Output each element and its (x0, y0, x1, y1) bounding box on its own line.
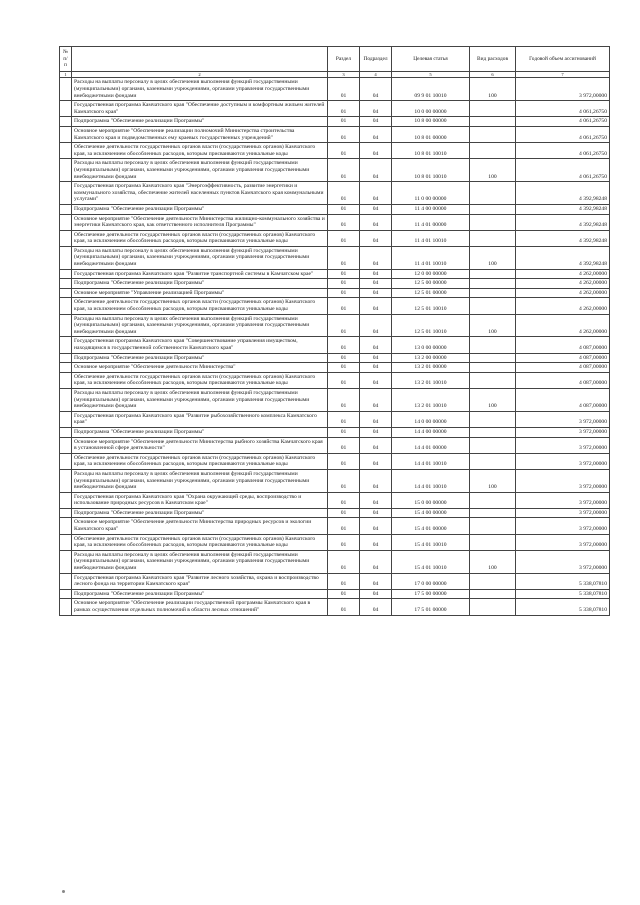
row-podrazdel: 04 (360, 363, 392, 373)
row-podrazdel: 04 (360, 353, 392, 363)
row-name: Государственная программа Камчатского края "Развитие рыбохозяйственного комплекса Камчатского края" (72, 411, 328, 427)
row-expense-type: 100 (470, 388, 516, 411)
row-razdel: 01 (328, 159, 360, 182)
table-row (60, 204, 610, 214)
row-expense-type (470, 214, 516, 230)
row-number (60, 411, 72, 427)
row-razdel: 01 (328, 599, 360, 615)
row-expense-type (470, 182, 516, 205)
row-name: Подпрограмма "Обеспечение реализации Программы" (72, 589, 328, 599)
row-podrazdel: 04 (360, 298, 392, 314)
row-podrazdel: 04 (360, 246, 392, 269)
table-row (60, 534, 610, 550)
row-target-article: 10 8 01 10010 (392, 159, 470, 182)
row-amount: 4 061,26750 (516, 126, 610, 142)
table-row (60, 143, 610, 159)
row-name: Расходы на выплаты персоналу в целях обеспечения выполнения функций государственными (муниципальными) органами, казенными учреждениями, органами управления государственными внебюджетными фондами (72, 78, 328, 101)
row-podrazdel: 04 (360, 550, 392, 573)
row-expense-type (470, 534, 516, 550)
row-name: Государственная программа Камчатского края "Энергоэффективность, развитие энергетики и коммунального хозяйства, обеспечение жителей населенных пунктов Камчатского края коммунальными услугами" (72, 182, 328, 205)
row-amount: 3 972,00000 (516, 508, 610, 518)
row-number (60, 589, 72, 599)
row-target-article: 10 0 00 00000 (392, 101, 470, 117)
row-target-article: 11 4 01 10010 (392, 246, 470, 269)
row-number (60, 204, 72, 214)
row-expense-type (470, 230, 516, 246)
row-name: Подпрограмма "Обеспечение реализации Программы" (72, 279, 328, 289)
row-number (60, 314, 72, 337)
row-amount: 3 972,00000 (516, 427, 610, 437)
row-expense-type: 100 (470, 78, 516, 101)
row-amount: 5 338,07810 (516, 573, 610, 589)
row-name: Расходы на выплаты персоналу в целях обеспечения выполнения функций государственными (муниципальными) органами, казенными учреждениями, органами управления государственными внебюджетными фондами (72, 469, 328, 492)
row-number (60, 508, 72, 518)
row-amount: 4 262,00000 (516, 269, 610, 279)
row-expense-type (470, 143, 516, 159)
row-name: Подпрограмма "Обеспечение реализации Программы" (72, 117, 328, 127)
table-row (60, 372, 610, 388)
column-number: 7 (516, 72, 610, 78)
row-podrazdel: 04 (360, 427, 392, 437)
row-number (60, 126, 72, 142)
row-expense-type (470, 508, 516, 518)
row-podrazdel: 04 (360, 411, 392, 427)
row-name: Расходы на выплаты персоналу в целях обеспечения выполнения функций государственными (муниципальными) органами, казенными учреждениями, органами управления государственными внебюджетными фондами (72, 314, 328, 337)
row-name: Основное мероприятие "Обеспечение деятельности Министерства" (72, 363, 328, 373)
row-target-article: 13 2 00 00000 (392, 353, 470, 363)
row-razdel: 01 (328, 508, 360, 518)
row-podrazdel: 04 (360, 230, 392, 246)
row-number (60, 78, 72, 101)
row-target-article: 15 4 00 00000 (392, 508, 470, 518)
row-target-article: 15 4 01 00000 (392, 518, 470, 534)
row-name: Основное мероприятие "Управление реализацией Программы" (72, 288, 328, 298)
row-razdel: 01 (328, 427, 360, 437)
row-podrazdel: 04 (360, 288, 392, 298)
row-amount: 4 262,00000 (516, 288, 610, 298)
row-amount: 4 061,26750 (516, 101, 610, 117)
row-razdel: 01 (328, 353, 360, 363)
row-amount: 5 338,07810 (516, 589, 610, 599)
table-row (60, 214, 610, 230)
row-expense-type (470, 411, 516, 427)
row-razdel: 01 (328, 204, 360, 214)
row-razdel: 01 (328, 101, 360, 117)
header-razdel: Раздел (328, 47, 360, 72)
row-number (60, 427, 72, 437)
row-amount: 4 087,00000 (516, 337, 610, 353)
row-target-article: 10 8 00 00000 (392, 117, 470, 127)
row-number (60, 101, 72, 117)
row-name: Расходы на выплаты персоналу в целях обеспечения выполнения функций государственными (муниципальными) органами, казенными учреждениями, органами управления государственными внебюджетными фондами (72, 246, 328, 269)
column-number: 6 (470, 72, 516, 78)
row-target-article: 11 0 00 00000 (392, 182, 470, 205)
row-razdel: 01 (328, 279, 360, 289)
row-target-article: 17 5 00 00000 (392, 589, 470, 599)
row-name: Основное мероприятие "Обеспечение реализации государственной программы Камчатского края в рамках осуществления отдельных полномочий в области лесных отношений" (72, 599, 328, 615)
row-amount: 3 972,00000 (516, 453, 610, 469)
row-target-article: 12 0 00 00000 (392, 269, 470, 279)
table-row (60, 353, 610, 363)
row-target-article: 15 0 00 00000 (392, 492, 470, 508)
row-podrazdel: 04 (360, 534, 392, 550)
table-row (60, 269, 610, 279)
row-name: Основное мероприятие "Обеспечение деятельности Министерства рыбного хозяйства Камчатского края в установленной сфере деятельности" (72, 437, 328, 453)
row-amount: 3 972,00000 (516, 550, 610, 573)
table-row (60, 159, 610, 182)
row-razdel: 01 (328, 453, 360, 469)
row-amount: 4 087,00000 (516, 388, 610, 411)
row-number (60, 288, 72, 298)
row-podrazdel: 04 (360, 117, 392, 127)
row-podrazdel: 04 (360, 599, 392, 615)
table-row (60, 518, 610, 534)
row-expense-type: 100 (470, 314, 516, 337)
row-target-article: 12 5 01 10010 (392, 298, 470, 314)
row-amount: 3 972,00000 (516, 437, 610, 453)
row-number (60, 437, 72, 453)
row-podrazdel: 04 (360, 101, 392, 117)
row-expense-type (470, 492, 516, 508)
budget-allocation-table (59, 46, 610, 616)
row-expense-type (470, 204, 516, 214)
row-podrazdel: 04 (360, 159, 392, 182)
header-annual-amount: Годовой объем ассигнований (516, 47, 610, 72)
row-expense-type (470, 437, 516, 453)
row-podrazdel: 04 (360, 143, 392, 159)
row-amount: 4 087,00000 (516, 363, 610, 373)
table-row (60, 550, 610, 573)
row-podrazdel: 04 (360, 388, 392, 411)
row-amount: 4 262,00000 (516, 314, 610, 337)
row-expense-type (470, 288, 516, 298)
row-amount: 4 262,00000 (516, 298, 610, 314)
row-name: Подпрограмма "Обеспечение реализации Программы" (72, 508, 328, 518)
row-razdel: 01 (328, 143, 360, 159)
row-podrazdel: 04 (360, 372, 392, 388)
scan-dot (62, 890, 65, 893)
header-expense-type: Вид расходов (470, 47, 516, 72)
row-target-article: 10 8 01 00000 (392, 126, 470, 142)
row-amount: 4 392,98248 (516, 230, 610, 246)
header-name (72, 47, 328, 72)
row-podrazdel: 04 (360, 269, 392, 279)
header-num: № п/п (60, 47, 72, 72)
row-razdel: 01 (328, 372, 360, 388)
row-number (60, 159, 72, 182)
row-number (60, 534, 72, 550)
row-expense-type (470, 353, 516, 363)
row-number (60, 143, 72, 159)
table-row (60, 573, 610, 589)
row-razdel: 01 (328, 78, 360, 101)
row-expense-type: 100 (470, 246, 516, 269)
table-row (60, 78, 610, 101)
row-name: Подпрограмма "Обеспечение реализации Программы" (72, 353, 328, 363)
row-number (60, 269, 72, 279)
row-number (60, 372, 72, 388)
row-number (60, 246, 72, 269)
row-razdel: 01 (328, 492, 360, 508)
row-podrazdel: 04 (360, 214, 392, 230)
row-number (60, 492, 72, 508)
row-name: Обеспечение деятельности государственных органов власти (государственных органов) Камчатского края, за исключением обособленных расходов, которым присваиваются уникальные коды (72, 534, 328, 550)
row-razdel: 01 (328, 589, 360, 599)
row-name: Обеспечение деятельности государственных органов власти (государственных органов) Камчатского края, за исключением обособленных расходов, которым присваиваются уникальные коды (72, 230, 328, 246)
row-amount: 5 338,07810 (516, 599, 610, 615)
row-expense-type (470, 427, 516, 437)
row-expense-type: 100 (470, 469, 516, 492)
row-razdel: 01 (328, 246, 360, 269)
row-razdel: 01 (328, 298, 360, 314)
row-target-article: 14 4 01 00000 (392, 437, 470, 453)
row-name: Государственная программа Камчатского края "Обеспечение доступным и комфортным жильем жителей Камчатского края" (72, 101, 328, 117)
row-expense-type (470, 453, 516, 469)
row-amount: 3 972,00000 (516, 469, 610, 492)
row-amount: 3 972,00000 (516, 518, 610, 534)
table-row (60, 101, 610, 117)
row-target-article: 14 0 00 00000 (392, 411, 470, 427)
table-header-row (60, 47, 610, 72)
row-name: Обеспечение деятельности государственных органов власти (государственных органов) Камчатского края, за исключением обособленных расходов, которым присваиваются уникальные коды (72, 372, 328, 388)
table-row (60, 279, 610, 289)
row-podrazdel: 04 (360, 492, 392, 508)
row-target-article: 14 4 00 00000 (392, 427, 470, 437)
row-amount: 3 972,00000 (516, 492, 610, 508)
row-podrazdel: 04 (360, 279, 392, 289)
row-expense-type: 100 (470, 550, 516, 573)
row-podrazdel: 04 (360, 573, 392, 589)
row-name: Обеспечение деятельности государственных органов власти (государственных органов) Камчатского края, за исключением обособленных расходов, которым присваиваются уникальные коды (72, 298, 328, 314)
row-razdel: 01 (328, 469, 360, 492)
table-row (60, 246, 610, 269)
table-row (60, 388, 610, 411)
table-row (60, 126, 610, 142)
table-row (60, 288, 610, 298)
row-razdel: 01 (328, 314, 360, 337)
row-podrazdel: 04 (360, 337, 392, 353)
table-row (60, 599, 610, 615)
row-razdel: 01 (328, 337, 360, 353)
row-podrazdel: 04 (360, 589, 392, 599)
row-amount: 4 392,98248 (516, 182, 610, 205)
row-amount: 4 392,98248 (516, 246, 610, 269)
row-name: Подпрограмма "Обеспечение реализации Программы" (72, 427, 328, 437)
row-amount: 3 972,00000 (516, 411, 610, 427)
row-expense-type (470, 269, 516, 279)
row-name: Государственная программа Камчатского края "Развитие транспортной системы в Камчатском крае" (72, 269, 328, 279)
row-amount: 4 392,98248 (516, 214, 610, 230)
table-row (60, 337, 610, 353)
table-row (60, 182, 610, 205)
row-podrazdel: 04 (360, 453, 392, 469)
row-number (60, 388, 72, 411)
table-row (60, 427, 610, 437)
row-name: Расходы на выплаты персоналу в целях обеспечения выполнения функций государственными (муниципальными) органами, казенными учреждениями, органами управления государственными внебюджетными фондами (72, 550, 328, 573)
table-row (60, 508, 610, 518)
row-expense-type (470, 101, 516, 117)
row-podrazdel: 04 (360, 437, 392, 453)
row-amount: 3 972,00000 (516, 78, 610, 101)
row-expense-type: 100 (470, 159, 516, 182)
row-name: Расходы на выплаты персоналу в целях обеспечения выполнения функций государственными (муниципальными) органами, казенными учреждениями, органами управления государственными внебюджетными фондами (72, 388, 328, 411)
row-target-article: 10 8 01 10010 (392, 143, 470, 159)
row-number (60, 353, 72, 363)
row-razdel: 01 (328, 182, 360, 205)
row-number (60, 573, 72, 589)
column-number: 5 (392, 72, 470, 78)
table-row (60, 411, 610, 427)
row-razdel: 01 (328, 363, 360, 373)
row-number (60, 453, 72, 469)
row-number (60, 298, 72, 314)
row-podrazdel: 04 (360, 78, 392, 101)
row-expense-type (470, 599, 516, 615)
row-expense-type (470, 518, 516, 534)
row-expense-type (470, 298, 516, 314)
row-target-article: 12 5 01 00000 (392, 288, 470, 298)
table-row (60, 298, 610, 314)
row-number (60, 117, 72, 127)
row-target-article: 13 2 01 00000 (392, 363, 470, 373)
row-expense-type (470, 589, 516, 599)
column-number: 2 (72, 72, 328, 78)
row-razdel: 01 (328, 117, 360, 127)
row-target-article: 15 4 01 10010 (392, 534, 470, 550)
row-target-article: 14 4 01 10010 (392, 469, 470, 492)
row-target-article: 17 0 00 00000 (392, 573, 470, 589)
row-amount: 4 087,00000 (516, 372, 610, 388)
row-expense-type (470, 126, 516, 142)
row-expense-type (470, 279, 516, 289)
row-name: Государственная программа Камчатского края "Совершенствование управления имуществом, находящимся в государственной собственности Камчатского края" (72, 337, 328, 353)
row-razdel: 01 (328, 388, 360, 411)
row-name: Государственная программа Камчатского края "Охрана окружающей среды, воспроизводство и использование природных ресурсов в Камчатском крае" (72, 492, 328, 508)
table-row (60, 469, 610, 492)
row-podrazdel: 04 (360, 518, 392, 534)
row-podrazdel: 04 (360, 126, 392, 142)
table-row (60, 230, 610, 246)
table-row (60, 314, 610, 337)
row-razdel: 01 (328, 411, 360, 427)
row-razdel: 01 (328, 230, 360, 246)
row-expense-type (470, 117, 516, 127)
row-expense-type (470, 372, 516, 388)
row-target-article: 15 4 01 10010 (392, 550, 470, 573)
row-name: Государственная программа Камчатского края "Развитие лесного хозяйства, охрана и воспроизводство лесного фонда на территории Камчатского края" (72, 573, 328, 589)
table-row (60, 492, 610, 508)
row-amount: 4 061,26750 (516, 159, 610, 182)
row-podrazdel: 04 (360, 508, 392, 518)
row-number (60, 363, 72, 373)
row-expense-type (470, 573, 516, 589)
row-podrazdel: 04 (360, 469, 392, 492)
row-razdel: 01 (328, 534, 360, 550)
row-razdel: 01 (328, 126, 360, 142)
row-razdel: 01 (328, 288, 360, 298)
row-target-article: 11 4 00 00000 (392, 204, 470, 214)
row-target-article: 17 5 01 00000 (392, 599, 470, 615)
table-row (60, 117, 610, 127)
row-target-article: 11 4 01 00000 (392, 214, 470, 230)
table-row (60, 363, 610, 373)
row-razdel: 01 (328, 269, 360, 279)
row-amount: 4 262,00000 (516, 279, 610, 289)
row-name: Основное мероприятие "Обеспечение деятельности Министерства природных ресурсов и экологии Камчатского края" (72, 518, 328, 534)
row-podrazdel: 04 (360, 182, 392, 205)
header-target-article: Целевая статья (392, 47, 470, 72)
row-target-article: 13 2 01 10010 (392, 372, 470, 388)
row-amount: 3 972,00000 (516, 534, 610, 550)
header-podrazdel: Подраздел (360, 47, 392, 72)
row-number (60, 518, 72, 534)
row-target-article: 09 9 01 10010 (392, 78, 470, 101)
row-expense-type (470, 363, 516, 373)
row-name: Расходы на выплаты персоналу в целях обеспечения выполнения функций государственными (муниципальными) органами, казенными учреждениями, органами управления государственными внебюджетными фондами (72, 159, 328, 182)
row-amount: 4 061,26750 (516, 143, 610, 159)
table-row (60, 437, 610, 453)
row-name: Обеспечение деятельности государственных органов власти (государственных органов) Камчатского края, за исключением обособленных расходов, которым присваиваются уникальные коды (72, 453, 328, 469)
row-number (60, 182, 72, 205)
table-row (60, 453, 610, 469)
row-razdel: 01 (328, 518, 360, 534)
row-number (60, 214, 72, 230)
column-number: 3 (328, 72, 360, 78)
row-podrazdel: 04 (360, 204, 392, 214)
table-row (60, 589, 610, 599)
row-target-article: 13 2 01 10010 (392, 388, 470, 411)
row-name: Обеспечение деятельности государственных органов власти (государственных органов) Камчатского края, за исключением обособленных расходов, которым присваиваются уникальные коды (72, 143, 328, 159)
row-name: Подпрограмма "Обеспечение реализации Программы" (72, 204, 328, 214)
row-razdel: 01 (328, 214, 360, 230)
row-name: Основное мероприятие "Обеспечение деятельности Министерства жилищно-коммунального хозяйства и энергетики Камчатского края, как ответственного исполнителя Программы" (72, 214, 328, 230)
row-amount: 4 087,00000 (516, 353, 610, 363)
row-name: Основное мероприятие "Обеспечение реализации полномочий Министерства строительства Камчатского края и подведомственных ему краевых государственных учреждений" (72, 126, 328, 142)
row-number (60, 599, 72, 615)
row-target-article: 12 5 00 00000 (392, 279, 470, 289)
table-body (60, 78, 610, 615)
row-expense-type (470, 337, 516, 353)
column-number: 1 (60, 72, 72, 78)
row-razdel: 01 (328, 437, 360, 453)
row-target-article: 12 5 01 10010 (392, 314, 470, 337)
row-target-article: 11 4 01 10010 (392, 230, 470, 246)
row-amount: 4 061,26750 (516, 117, 610, 127)
row-number (60, 337, 72, 353)
row-number (60, 550, 72, 573)
row-podrazdel: 04 (360, 314, 392, 337)
row-target-article: 14 4 01 10010 (392, 453, 470, 469)
row-number (60, 230, 72, 246)
row-razdel: 01 (328, 573, 360, 589)
row-number (60, 279, 72, 289)
row-razdel: 01 (328, 550, 360, 573)
row-number (60, 469, 72, 492)
column-number: 4 (360, 72, 392, 78)
row-target-article: 13 0 00 00000 (392, 337, 470, 353)
row-amount: 4 392,98248 (516, 204, 610, 214)
